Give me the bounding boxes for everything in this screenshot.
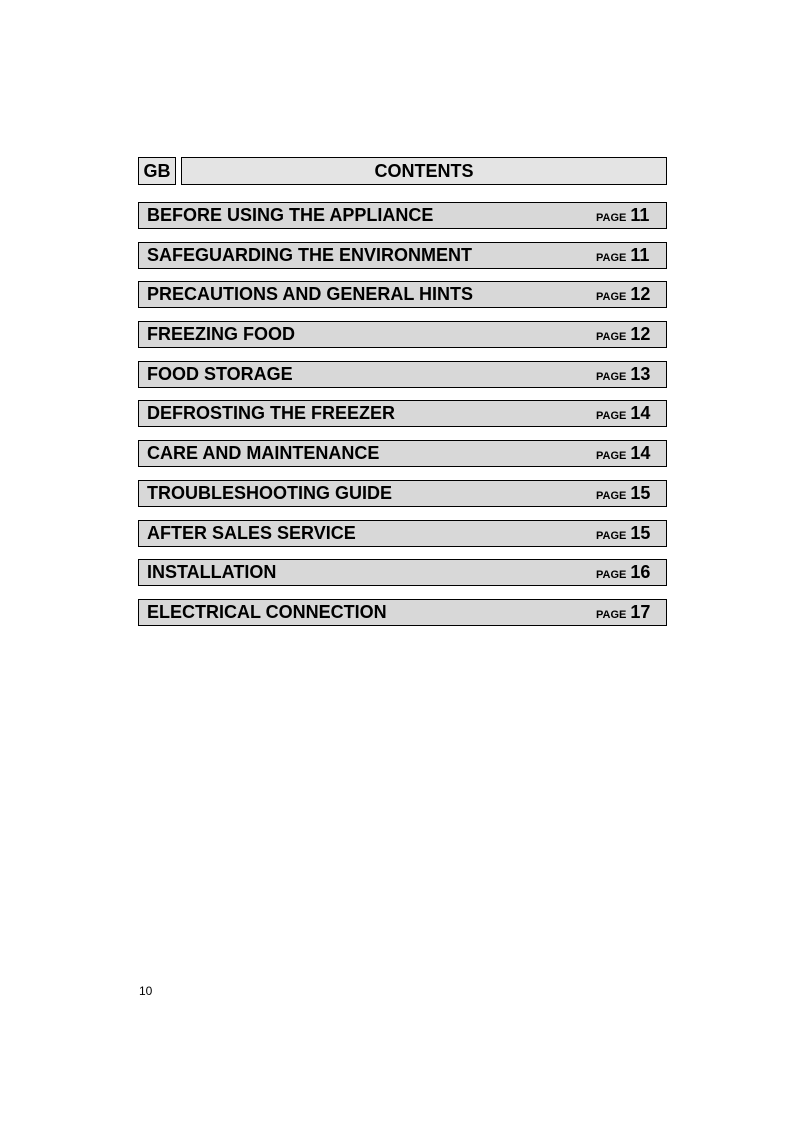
toc-item[interactable] bbox=[138, 361, 667, 388]
page-word: PAGE bbox=[596, 410, 627, 423]
page-word: PAGE bbox=[596, 529, 627, 542]
toc-item[interactable] bbox=[138, 281, 667, 308]
toc-item[interactable] bbox=[138, 202, 667, 229]
toc-item-page bbox=[596, 481, 650, 509]
language-code: GB bbox=[138, 157, 176, 185]
toc-item-page bbox=[596, 322, 650, 350]
toc-item-label: PRECAUTIONS AND GENERAL HINTS bbox=[147, 284, 474, 305]
toc-item-page bbox=[596, 362, 650, 390]
table-of-contents bbox=[138, 202, 667, 639]
toc-item[interactable] bbox=[138, 599, 667, 626]
toc-item-label: BEFORE USING THE APPLIANCE bbox=[147, 205, 434, 225]
toc-item-page bbox=[596, 441, 650, 469]
page-word: PAGE bbox=[596, 331, 627, 344]
page-word: PAGE bbox=[596, 569, 627, 582]
contents-header bbox=[138, 157, 667, 185]
toc-item-label: FOOD STORAGE bbox=[147, 363, 293, 384]
toc-item-page bbox=[596, 600, 650, 628]
page-number-ref: 16 bbox=[630, 562, 651, 583]
toc-item-label: CARE AND MAINTENANCE bbox=[147, 443, 380, 464]
footer-page-number: 10 bbox=[139, 984, 153, 998]
toc-item-label: INSTALLATION bbox=[147, 562, 277, 583]
page-number-ref: 15 bbox=[630, 482, 651, 503]
page-word: PAGE bbox=[596, 489, 627, 502]
page-word: PAGE bbox=[596, 212, 627, 224]
toc-item[interactable] bbox=[138, 400, 667, 427]
page-number-ref: 14 bbox=[630, 443, 651, 464]
page-number-ref: 17 bbox=[630, 601, 651, 622]
page-word: PAGE bbox=[596, 608, 627, 621]
toc-item-label: AFTER SALES SERVICE bbox=[147, 522, 356, 543]
toc-item-label: ELECTRICAL CONNECTION bbox=[147, 601, 387, 622]
page-word: PAGE bbox=[596, 370, 627, 383]
toc-item-label: FREEZING FOOD bbox=[147, 324, 295, 345]
toc-item-page bbox=[596, 203, 649, 231]
toc-item[interactable] bbox=[138, 520, 667, 547]
toc-item-page bbox=[596, 282, 650, 310]
toc-item[interactable] bbox=[138, 480, 667, 507]
page-word: PAGE bbox=[596, 291, 627, 304]
toc-item[interactable] bbox=[138, 440, 667, 467]
page-number-ref: 11 bbox=[630, 244, 650, 265]
toc-item[interactable] bbox=[138, 321, 667, 348]
toc-item-label: TROUBLESHOOTING GUIDE bbox=[147, 482, 393, 503]
page-word: PAGE bbox=[596, 251, 627, 264]
toc-item-page bbox=[596, 560, 650, 588]
toc-item-page bbox=[596, 521, 650, 549]
page-title: CONTENTS bbox=[181, 157, 667, 185]
toc-item[interactable] bbox=[138, 559, 667, 586]
page-number-ref: 15 bbox=[630, 522, 651, 543]
page-number-ref: 14 bbox=[630, 403, 651, 424]
toc-item-label: SAFEGUARDING THE ENVIRONMENT bbox=[147, 244, 473, 265]
page-word: PAGE bbox=[596, 450, 627, 463]
toc-item-label: DEFROSTING THE FREEZER bbox=[147, 403, 396, 424]
page-number-ref: 11 bbox=[630, 205, 650, 225]
page-number-ref: 12 bbox=[630, 284, 651, 305]
toc-item[interactable] bbox=[138, 242, 667, 269]
page-number-ref: 13 bbox=[630, 363, 651, 384]
toc-item-page bbox=[596, 401, 650, 429]
toc-item-page bbox=[596, 243, 649, 271]
page-number-ref: 12 bbox=[630, 324, 651, 345]
